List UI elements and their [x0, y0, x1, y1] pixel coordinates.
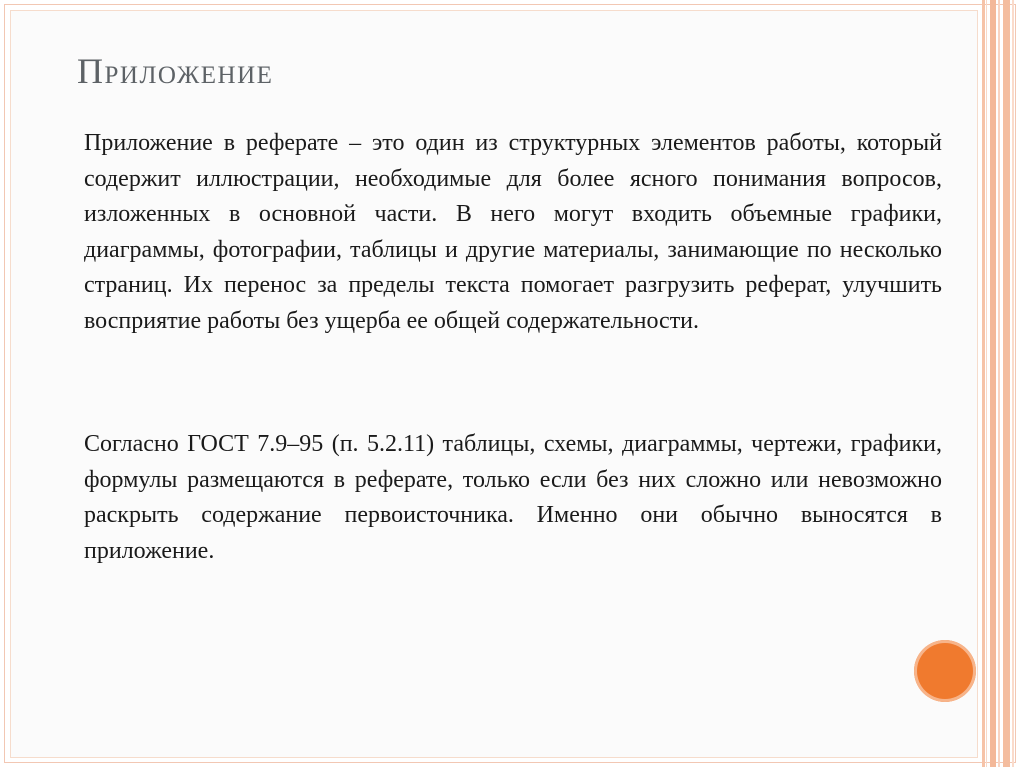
paragraph-gost: Согласно ГОСТ 7.9–95 (п. 5.2.11) таблицы, схемы, диаграммы, чертежи, графики, формулы размещаются в реферате, только если без них сложно или невозможно раскрыть содержание первоисточника. Именно они обычно выносятся в приложение. [84, 431, 942, 564]
decorative-stripe [986, 0, 987, 767]
decorative-stripe [982, 0, 985, 767]
orange-circle-icon [914, 640, 976, 702]
decorative-stripe [1012, 0, 1014, 767]
paragraph-definition: Приложение в реферате – это один из структурных элементов работы, который содержит иллюстрации, необходимые для более ясного понимания вопросов, изложенных в основной части. В него могут входить объемные графики, диаграммы, фотографии, таблицы и другие материалы, занимающие по несколько страниц. Их перенос за пределы текста помогает разгрузить реферат, улучшить восприятие работы без ущерба ее общей содержательности. [84, 130, 942, 334]
decorative-stripe [1003, 0, 1010, 767]
decorative-stripe [990, 0, 996, 767]
decorative-stripe [998, 0, 1000, 767]
slide-title: Приложение [77, 51, 274, 91]
content-panel [10, 10, 978, 758]
